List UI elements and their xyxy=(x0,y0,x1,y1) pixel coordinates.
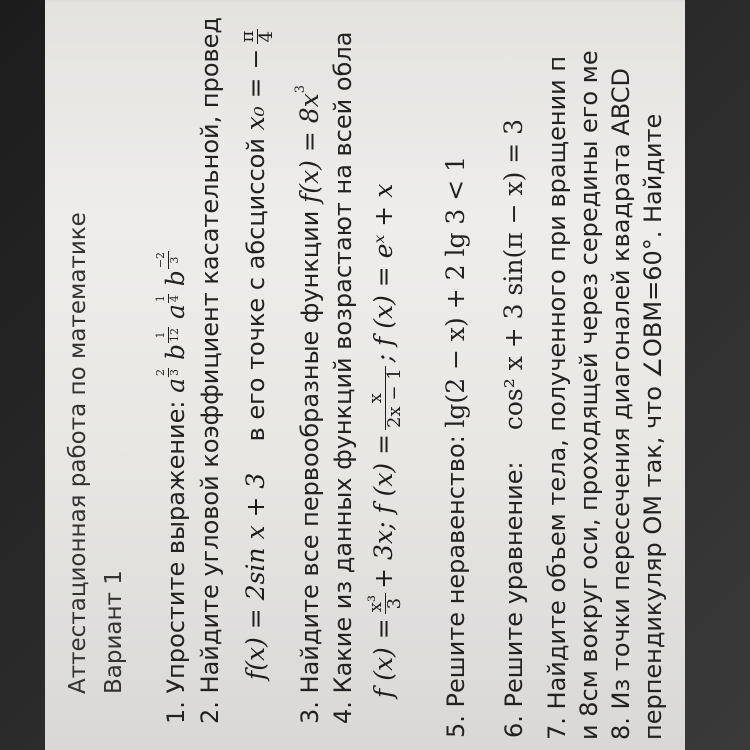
task-8-line-2: перпендикуляр OM так, что ∠OBM=60°. Найдите xyxy=(639,113,667,740)
task-7-line-1: 7. Найдите объем тела, полученного при вращении п xyxy=(543,55,571,740)
task-3-formula: f(x) = 8x3 xyxy=(293,84,324,203)
task-1-text: 1. Упростите выражение: xyxy=(162,400,190,724)
page-edge-shadow xyxy=(45,0,685,2)
exam-sheet xyxy=(45,0,685,750)
task-1 xyxy=(154,251,190,724)
expr-exponent: 1 12 xyxy=(154,328,181,342)
task-4-functions xyxy=(367,184,404,698)
expr-base: b xyxy=(161,270,190,287)
task-5-text: 5. Решите неравенство: xyxy=(442,435,470,738)
task-8-line-1: 8. Из точки пересечения диагоналей квадрата ABCD xyxy=(607,68,635,740)
expr-base: b xyxy=(161,344,190,361)
task-1-expression xyxy=(154,251,190,393)
task-2-x0: x₀ = − π 4 xyxy=(237,30,277,131)
task-3-text: 3. Найдите все первообразные функции xyxy=(296,210,324,724)
variant-label: Вариант 1 xyxy=(101,570,127,694)
expr-base: a xyxy=(161,304,190,320)
expr-exponent: 2 3 xyxy=(154,368,181,376)
task-5 xyxy=(443,156,468,738)
task-2-point-text: в его точке с абсциссой xyxy=(242,138,270,442)
expr-exponent: −2 3 xyxy=(154,251,181,269)
task-6-text: 6. Решите уравнение: xyxy=(500,461,528,738)
task-4: 4. Какие из данных функций возрастают на всей обла xyxy=(329,31,357,724)
expr-base: a xyxy=(161,377,190,393)
task-4-function-2: f (x) = x 2x − 1 ; xyxy=(365,353,405,514)
task-2-details xyxy=(239,25,276,680)
task-3 xyxy=(293,84,324,724)
task-5-formula: lg(2 − x) + 2 lg 3 < 1 xyxy=(441,155,470,428)
task-7-line-2: и 8см вокруг оси, проходящей через середины его ме xyxy=(575,50,603,740)
task-6 xyxy=(501,119,526,738)
task-2-formula: f(x) = 2sin x + 3 xyxy=(241,472,270,680)
document-title: Аттестационная работа по математике xyxy=(65,212,91,694)
task-4-function-1: f (x) = x³ 3 + 3x; xyxy=(365,521,405,698)
task-6-formula: cos² x + 3 sin(π − x) = 3 xyxy=(499,118,528,431)
task-4-function-3: f (x) = eˣ + x xyxy=(369,183,398,346)
task-2: 2. Найдите угловой коэффициент касательной, провед xyxy=(196,16,224,724)
expr-exponent: 1 4 xyxy=(154,295,181,303)
